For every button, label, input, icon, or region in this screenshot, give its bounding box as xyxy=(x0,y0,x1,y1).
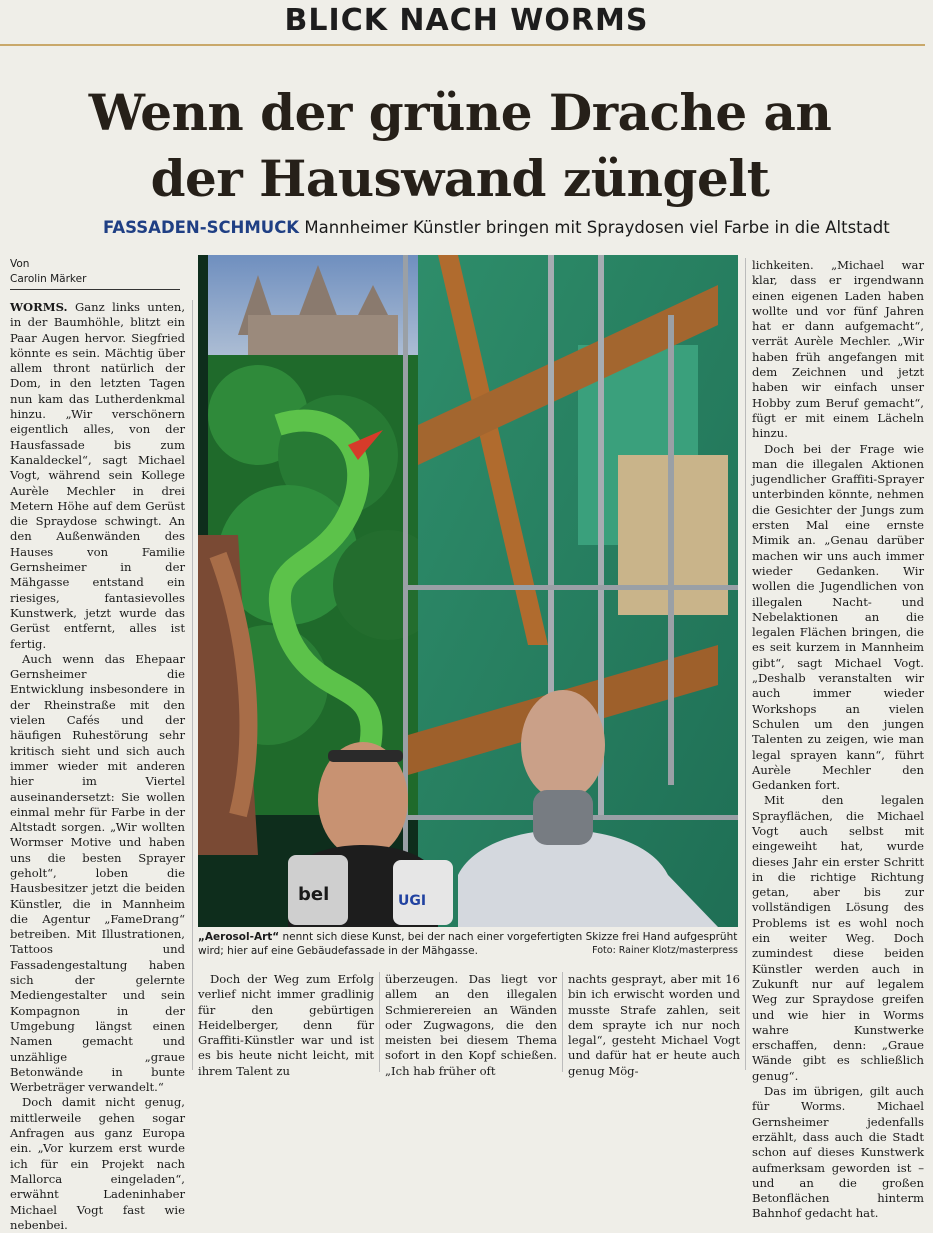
paragraph: Mit den legalen Sprayflächen, die Michael Vogt auch selbst mit eingeweiht hat, wurde dieses Jahr ein erster Schritt in die richtige Richtung getan, aber bis zur vollständigen Lösung des Problems ist es wohl noch ein weiter Weg. Doch zumindest diese beiden Künstler werden auch in Zukunft nur auf legalem Weg zur Spraydose greifen und wie hier in Worms wahre Kunstwerke erschaffen, denn: „Graue Wände gibt es schließlich genug“. xyxy=(752,793,924,1083)
header-rule xyxy=(0,44,925,46)
paragraph: nachts gesprayt, aber mit 16 bin ich erwischt worden und musste Strafe zahlen, seit dem sprayte ich nur noch legal“, gesteht Michael Vogt und dafür hat er heute auch genug Mög- xyxy=(568,972,740,1078)
headline-line-1: Wenn der grüne Drache an xyxy=(88,83,832,142)
column-divider xyxy=(562,972,563,1072)
byline xyxy=(10,257,180,290)
headline-line-2: der Hauswand züngelt xyxy=(150,149,770,208)
paragraph: lichkeiten. „Michael war klar, dass er irgendwann einen eigenen Laden haben wollte und vor fünf Jahren hat er dann aufgemacht“, verrät Aurèle Mechler. „Wir haben früh angefangen mit dem Zeichnen und jetzt haben wir einfach unser Hobby zum Beruf gemacht“, fügt er mit einem Lächeln hinzu. xyxy=(752,258,924,441)
caption-lead: „Aerosol-Art“ xyxy=(198,931,280,943)
article-column-1 xyxy=(10,300,185,1232)
paragraph: Auch wenn das Ehepaar Gernsheimer die Entwicklung insbesondere in der Rheinstraße mit den vielen Cafés und der häufigen Ruhestörung sehr kritisch sieht und sich auch immer wieder mit anderen hier im Viertel auseinandersetzt: Sie wollen einmal mehr für Farbe in der Altstadt sorgen. „Wir wollten Wormser Motive und haben uns die besten Sprayer geholt“, loben die Hausbesitzer jetzt die beiden Künstler, die in Mannheim die Agentur „FameDrang“ betreiben. Mit Illustrationen, Tattoos und Fassadengestaltung haben sich der gelernte Mediengestalter und sein Kompagnon in der Umgebung längst einen Namen gemacht und unzählige „graue Betonwände in bunte Werbeträger verwandelt.“ xyxy=(10,651,185,1095)
article-column-2 xyxy=(198,972,374,1078)
photo-credit: Foto: Rainer Klotz/masterpress xyxy=(592,945,738,956)
paragraph: Doch der Weg zum Erfolg verlief nicht immer gradlinig für den gebürtigen Heidelberger, denn für Graffiti-Künstler war und ist es bis heute nicht leicht, mit ihrem Talent zu xyxy=(198,972,374,1078)
spray-can-label-2: UGI xyxy=(398,893,427,909)
caption-text: nennt sich diese Kunst, bei der nach einer vorgefertigten Skizze frei Hand aufgesprüht wird; hier auf eine Gebäudefassade in der Mähgasse. xyxy=(198,931,738,957)
kicker: FASSADEN-SCHMUCK xyxy=(103,218,300,237)
section-header: BLICK NACH WORMS xyxy=(284,3,649,38)
subline-text: Mannheimer Künstler bringen mit Spraydosen viel Farbe in die Altstadt xyxy=(304,218,890,237)
paragraph: Doch damit nicht genug, mittlerweile gehen sogar Anfragen aus ganz Europa ein. „Vor kurzem erst wurde ich für ein Projekt nach Mallorca eingeladen“, erwähnt Ladeninhaber Michael Vogt fast wie nebenbei. xyxy=(10,1095,185,1232)
column-divider xyxy=(192,300,193,1070)
photo-caption xyxy=(198,930,738,958)
dateline: WORMS. xyxy=(10,300,68,314)
paragraph: Doch bei der Frage wie man die illegalen Aktionen jugendlicher Graffiti-Sprayer unterbinden könnte, nehmen die Gesichter der Jungs zum ersten Mal eine ernste Mimik an. „Genau darüber machen wir uns auch immer wieder Gedanken. Wir wollen die Jugendlichen von illegalen Nacht- und Nebelaktionen an die legalen Flächen bringen, die es seit kurzem in Mannheim gibt“, sagt Michael Vogt. „Deshalb veranstalten wir auch immer wieder Workshops an vielen Schulen um den jungen Talenten zu zeigen, wie man legal sprayen kann“, führt Aurèle Mechler den Gedanken fort. xyxy=(752,441,924,793)
article-photo xyxy=(198,255,738,927)
paragraph-text: Ganz links unten, in der Baumhöhle, blitzt ein Paar Augen hervor. Siegfried könnte es sein. Mächtig über allem thront natürlich der Dom, in den letzten Tagen nun kam das Lutherdenkmal hinzu. „Wir verschönern eigentlich alles, von der Hausfassade bis zum Kanaldeckel“, sagt Michael Vogt, während sein Kollege Aurèle Mechler in drei Metern Höhe auf dem Gerüst die Spraydose schwingt. An den Außenwänden des Hauses von Familie Gernsheimer in der Mähgasse entstand ein riesiges, fantasievolles Kunstwerk, jetzt wurde das Gerüst entfernt, alles ist fertig. xyxy=(10,300,185,651)
article-column-4 xyxy=(568,972,740,1078)
column-divider xyxy=(379,972,380,1072)
mural-photo-illustration xyxy=(198,255,738,927)
headline xyxy=(60,80,860,212)
paragraph: überzeugen. Das liegt vor allem an den illegalen Schmierereien an Wänden oder Zugwagons, die den meisten bei diesem Thema sofort in den Kopf schießen. „Ich hab früher oft xyxy=(385,972,557,1078)
column-divider xyxy=(745,258,746,1070)
subline xyxy=(103,218,923,237)
paragraph xyxy=(10,300,185,652)
article-column-3 xyxy=(385,972,557,1078)
byline-label: Von xyxy=(10,258,30,270)
spray-can-label-1: bel xyxy=(298,884,330,905)
author-name: Carolin Märker xyxy=(10,272,180,290)
paragraph: Das im übrigen, gilt auch für Worms. Michael Gernsheimer jedenfalls erzählt, dass auch die Stadt schon auf dieses Kunstwerk aufmerksam geworden ist – und an die großen Betonflächen hinterm Bahnhof gedacht hat. xyxy=(752,1084,924,1221)
article-column-5 xyxy=(752,258,924,1221)
